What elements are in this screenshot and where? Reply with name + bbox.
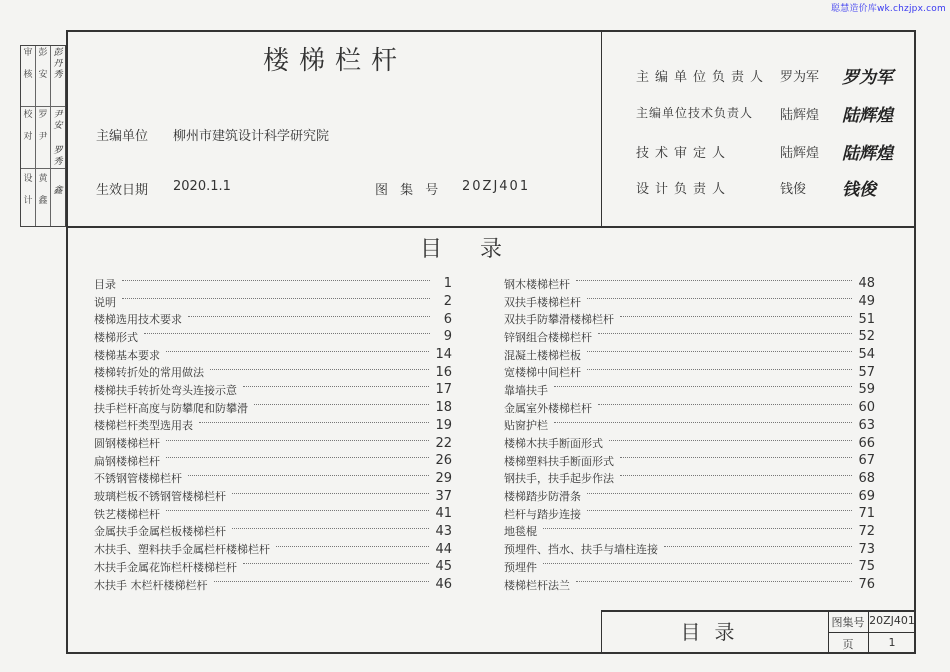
- toc-entry-page: 26: [435, 453, 452, 469]
- toc-entry-label: 混凝土楼梯栏板: [504, 348, 581, 362]
- toc-entry-page: 67: [858, 453, 875, 469]
- toc-entry-page: 6: [443, 311, 452, 327]
- toc-entry-page: 45: [435, 559, 452, 575]
- handwritten-signature: 钱俊: [842, 180, 876, 200]
- toc-entry-label: 预埋件、挡水、扶手与墙柱连接: [504, 543, 658, 557]
- toc-leader-dots: [232, 528, 429, 529]
- toc-right-column: [504, 275, 875, 593]
- strip-name-char: 彭: [38, 48, 48, 58]
- strip-role-char: 对: [23, 132, 33, 142]
- toc-entry[interactable]: [504, 363, 875, 381]
- toc-entry[interactable]: [94, 470, 452, 488]
- signature-divider: [601, 30, 602, 226]
- toc-entry[interactable]: [94, 487, 452, 505]
- toc-entry-label: 地毯棍: [504, 525, 537, 539]
- title-block-name: 目录: [680, 620, 749, 644]
- toc-entry-page: 73: [858, 541, 875, 557]
- toc-entry-page: 71: [858, 506, 875, 522]
- toc-entry-label: 圆钢楼梯栏杆: [94, 437, 160, 451]
- toc-entry[interactable]: [504, 275, 875, 293]
- date-value: 2020.1.1: [173, 179, 231, 194]
- strip-signature: 尹安: [53, 110, 63, 131]
- atlas-title: 楼梯栏杆: [262, 46, 407, 76]
- strip-name-char: 尹: [38, 132, 48, 142]
- toc-entry-label: 楼梯转折处的常用做法: [94, 366, 204, 380]
- toc-leader-dots: [554, 422, 852, 423]
- toc-leader-dots: [188, 316, 430, 317]
- toc-leader-dots: [210, 369, 429, 370]
- toc-entry[interactable]: [504, 540, 875, 558]
- toc-entry-label: 不锈钢管楼梯栏杆: [94, 472, 182, 486]
- strip-name-char: 安: [38, 70, 48, 80]
- toc-entry-label: 楼梯扶手转折处弯头连接示意: [94, 383, 237, 397]
- toc-entry-label: 宽楼梯中间栏杆: [504, 366, 581, 380]
- toc-leader-dots: [199, 422, 429, 423]
- title-block-divider: [828, 632, 916, 633]
- toc-entry[interactable]: [504, 434, 875, 452]
- toc-entry-page: 29: [435, 470, 452, 486]
- toc-entry-page: 48: [858, 276, 875, 292]
- toc-entry-label: 楼梯形式: [94, 330, 138, 344]
- toc-entry-page: 63: [858, 417, 875, 433]
- toc-entry-label: 双扶手楼梯栏杆: [504, 295, 581, 309]
- toc-entry-label: 木扶手 木栏杆楼梯栏杆: [94, 578, 208, 592]
- toc-entry-label: 说明: [94, 295, 116, 309]
- toc-entry[interactable]: [504, 417, 875, 435]
- toc-entry[interactable]: [94, 275, 452, 293]
- toc-leader-dots: [122, 280, 430, 281]
- toc-entry-page: 43: [435, 523, 452, 539]
- toc-entry-page: 49: [858, 294, 875, 310]
- signature-role: 设计负责人: [636, 182, 732, 197]
- strip-role-char: 审: [23, 48, 33, 58]
- toc-entry-page: 9: [443, 329, 452, 345]
- toc-entry[interactable]: [504, 558, 875, 576]
- strip-name-char: 鑫: [38, 196, 48, 206]
- toc-entry-page: 69: [858, 488, 875, 504]
- toc-entry-page: 76: [858, 577, 875, 593]
- signature-role: 主编单位负责人: [636, 70, 770, 85]
- binding-strip: [20, 45, 66, 227]
- toc-entry[interactable]: [94, 399, 452, 417]
- toc-entry-page: 52: [858, 329, 875, 345]
- toc-entry[interactable]: [504, 523, 875, 541]
- toc-leader-dots: [243, 386, 429, 387]
- toc-entry[interactable]: [504, 452, 875, 470]
- toc-leader-dots: [609, 440, 852, 441]
- toc-entry-page: 51: [858, 311, 875, 327]
- toc-entry-label: 金属室外楼梯栏杆: [504, 401, 592, 415]
- strip-signature: 彭丹秀: [53, 48, 63, 80]
- toc-entry-page: 18: [435, 400, 452, 416]
- toc-entry[interactable]: [94, 558, 452, 576]
- toc-entry-page: 46: [435, 577, 452, 593]
- toc-entry-page: 54: [858, 347, 875, 363]
- toc-entry[interactable]: [94, 523, 452, 541]
- toc-entry[interactable]: [504, 346, 875, 364]
- toc-entry[interactable]: [504, 310, 875, 328]
- handwritten-signature: 罗为军: [842, 68, 893, 88]
- handwritten-signature: 陆辉煌: [842, 144, 893, 164]
- header-divider: [66, 226, 916, 228]
- toc-leader-dots: [166, 440, 429, 441]
- toc-entry-label: 预埋件: [504, 560, 537, 574]
- toc-leader-dots: [554, 386, 852, 387]
- toc-entry-page: 66: [858, 435, 875, 451]
- toc-entry-label: 楼梯栏杆法兰: [504, 578, 570, 592]
- toc-leader-dots: [598, 404, 852, 405]
- toc-left-column: [94, 275, 452, 593]
- org-label: 主编单位: [96, 129, 149, 144]
- handwritten-signature: 陆辉煌: [842, 106, 893, 126]
- toc-entry[interactable]: [94, 434, 452, 452]
- title-block-atlas-label: 图集号: [831, 616, 865, 629]
- toc-leader-dots: [598, 333, 852, 334]
- watermark-text: 聪慧造价库wk.chzjpx.com: [830, 4, 946, 14]
- toc-leader-dots: [543, 563, 852, 564]
- toc-entry[interactable]: [504, 381, 875, 399]
- toc-entry-label: 楼梯基本要求: [94, 348, 160, 362]
- toc-entry-page: 57: [858, 364, 875, 380]
- toc-entry[interactable]: [94, 363, 452, 381]
- toc-leader-dots: [587, 351, 852, 352]
- strip-role-char: 计: [23, 196, 33, 206]
- toc-entry-label: 扁钢楼梯栏杆: [94, 454, 160, 468]
- toc-entry[interactable]: [94, 310, 452, 328]
- toc-entry-label: 贴窗护栏: [504, 419, 548, 433]
- toc-entry[interactable]: [94, 346, 452, 364]
- toc-entry[interactable]: [94, 540, 452, 558]
- title-block-page-value: 1: [888, 636, 896, 649]
- strip-name-char: 罗: [38, 110, 48, 120]
- toc-leader-dots: [576, 581, 852, 582]
- toc-entry-label: 栏杆与踏步连接: [504, 507, 581, 521]
- toc-entry[interactable]: [94, 505, 452, 523]
- title-block-page-label: 页: [842, 638, 854, 651]
- toc-leader-dots: [188, 475, 429, 476]
- toc-entry-label: 木扶手金属花饰栏杆楼梯栏杆: [94, 560, 237, 574]
- toc-entry[interactable]: [94, 417, 452, 435]
- toc-entry-page: 44: [435, 541, 452, 557]
- strip-divider: [21, 106, 65, 107]
- toc-entry-page: 75: [858, 559, 875, 575]
- org-value: 柳州市建筑设计科学研究院: [173, 129, 330, 144]
- signature-name: 陆辉煌: [780, 146, 820, 161]
- toc-entry-label: 钢扶手，扶手起步作法: [504, 472, 614, 486]
- toc-entry[interactable]: [94, 452, 452, 470]
- strip-divider: [21, 168, 65, 169]
- atlas-number-label: 图 集 号: [375, 183, 443, 198]
- toc-entry-page: 72: [858, 523, 875, 539]
- toc-entry-page: 68: [858, 470, 875, 486]
- toc-entry[interactable]: [504, 487, 875, 505]
- title-block-atlas-value: 20ZJ401: [869, 614, 915, 627]
- toc-entry-page: 19: [435, 417, 452, 433]
- strip-role-char: 校: [23, 110, 33, 120]
- toc-entry[interactable]: [504, 470, 875, 488]
- toc-leader-dots: [664, 546, 852, 547]
- toc-entry-page: 17: [435, 382, 452, 398]
- toc-leader-dots: [620, 457, 852, 458]
- toc-entry-label: 目录: [94, 277, 116, 291]
- signature-name: 钱俊: [780, 182, 807, 197]
- toc-entry[interactable]: [94, 293, 452, 311]
- toc-entry-page: 41: [435, 506, 452, 522]
- toc-leader-dots: [576, 280, 852, 281]
- signature-name: 罗为军: [780, 70, 820, 85]
- toc-leader-dots: [587, 493, 852, 494]
- toc-entry-page: 14: [435, 347, 452, 363]
- strip-signature: 罗秀: [53, 146, 63, 167]
- toc-entry[interactable]: [94, 328, 452, 346]
- toc-entry-label: 锌钢组合楼梯栏杆: [504, 330, 592, 344]
- strip-role-char: 核: [23, 70, 33, 80]
- toc-entry-label: 铁艺楼梯栏杆: [94, 507, 160, 521]
- toc-entry-label: 楼梯木扶手断面形式: [504, 437, 603, 451]
- toc-entry-page: 22: [435, 435, 452, 451]
- toc-entry-page: 2: [443, 294, 452, 310]
- toc-entry[interactable]: [504, 328, 875, 346]
- toc-leader-dots: [543, 528, 852, 529]
- toc-entry-page: 60: [858, 400, 875, 416]
- atlas-number-value: 20ZJ401: [462, 179, 531, 194]
- toc-entry-label: 楼梯栏杆类型选用表: [94, 419, 193, 433]
- toc-leader-dots: [620, 316, 852, 317]
- toc-entry-label: 扶手栏杆高度与防攀爬和防攀滑: [94, 401, 248, 415]
- signature-name: 陆辉煌: [780, 108, 820, 123]
- toc-entry-label: 木扶手、塑料扶手金属栏杆楼梯栏杆: [94, 543, 270, 557]
- toc-entry[interactable]: [94, 381, 452, 399]
- toc-entry-page: 37: [435, 488, 452, 504]
- toc-title: 目录: [420, 237, 541, 262]
- toc-leader-dots: [166, 510, 429, 511]
- toc-entry[interactable]: [94, 576, 452, 594]
- toc-leader-dots: [232, 493, 429, 494]
- toc-leader-dots: [587, 369, 852, 370]
- toc-entry-label: 靠墙扶手: [504, 383, 548, 397]
- strip-role-char: 设: [23, 174, 33, 184]
- toc-leader-dots: [587, 298, 852, 299]
- toc-entry[interactable]: [504, 576, 875, 594]
- signature-role: 主编单位技术负责人: [636, 106, 754, 120]
- toc-entry-page: 16: [435, 364, 452, 380]
- toc-entry-label: 楼梯选用技术要求: [94, 313, 182, 327]
- toc-leader-dots: [144, 333, 430, 334]
- strip-signature: 鑫: [53, 186, 63, 196]
- date-label: 生效日期: [96, 183, 149, 198]
- toc-entry-page: 59: [858, 382, 875, 398]
- toc-entry-label: 钢木楼梯栏杆: [504, 277, 570, 291]
- toc-entry[interactable]: [504, 293, 875, 311]
- strip-name-char: 黄: [38, 174, 48, 184]
- toc-leader-dots: [620, 475, 852, 476]
- toc-entry-label: 双扶手防攀滑楼梯栏杆: [504, 313, 614, 327]
- toc-leader-dots: [166, 351, 429, 352]
- toc-leader-dots: [254, 404, 429, 405]
- toc-leader-dots: [276, 546, 429, 547]
- toc-leader-dots: [122, 298, 430, 299]
- toc-leader-dots: [166, 457, 429, 458]
- toc-entry[interactable]: [504, 505, 875, 523]
- toc-leader-dots: [587, 510, 852, 511]
- toc-entry-label: 楼梯塑料扶手断面形式: [504, 454, 614, 468]
- toc-leader-dots: [214, 581, 430, 582]
- signature-role: 技术审定人: [636, 146, 732, 161]
- toc-entry-label: 金属扶手金属栏板楼梯栏杆: [94, 525, 226, 539]
- toc-entry-label: 楼梯踏步防滑条: [504, 490, 581, 504]
- toc-entry-label: 玻璃栏板不锈钢管楼梯栏杆: [94, 490, 226, 504]
- toc-leader-dots: [243, 563, 429, 564]
- toc-entry[interactable]: [504, 399, 875, 417]
- toc-entry-page: 1: [443, 276, 452, 292]
